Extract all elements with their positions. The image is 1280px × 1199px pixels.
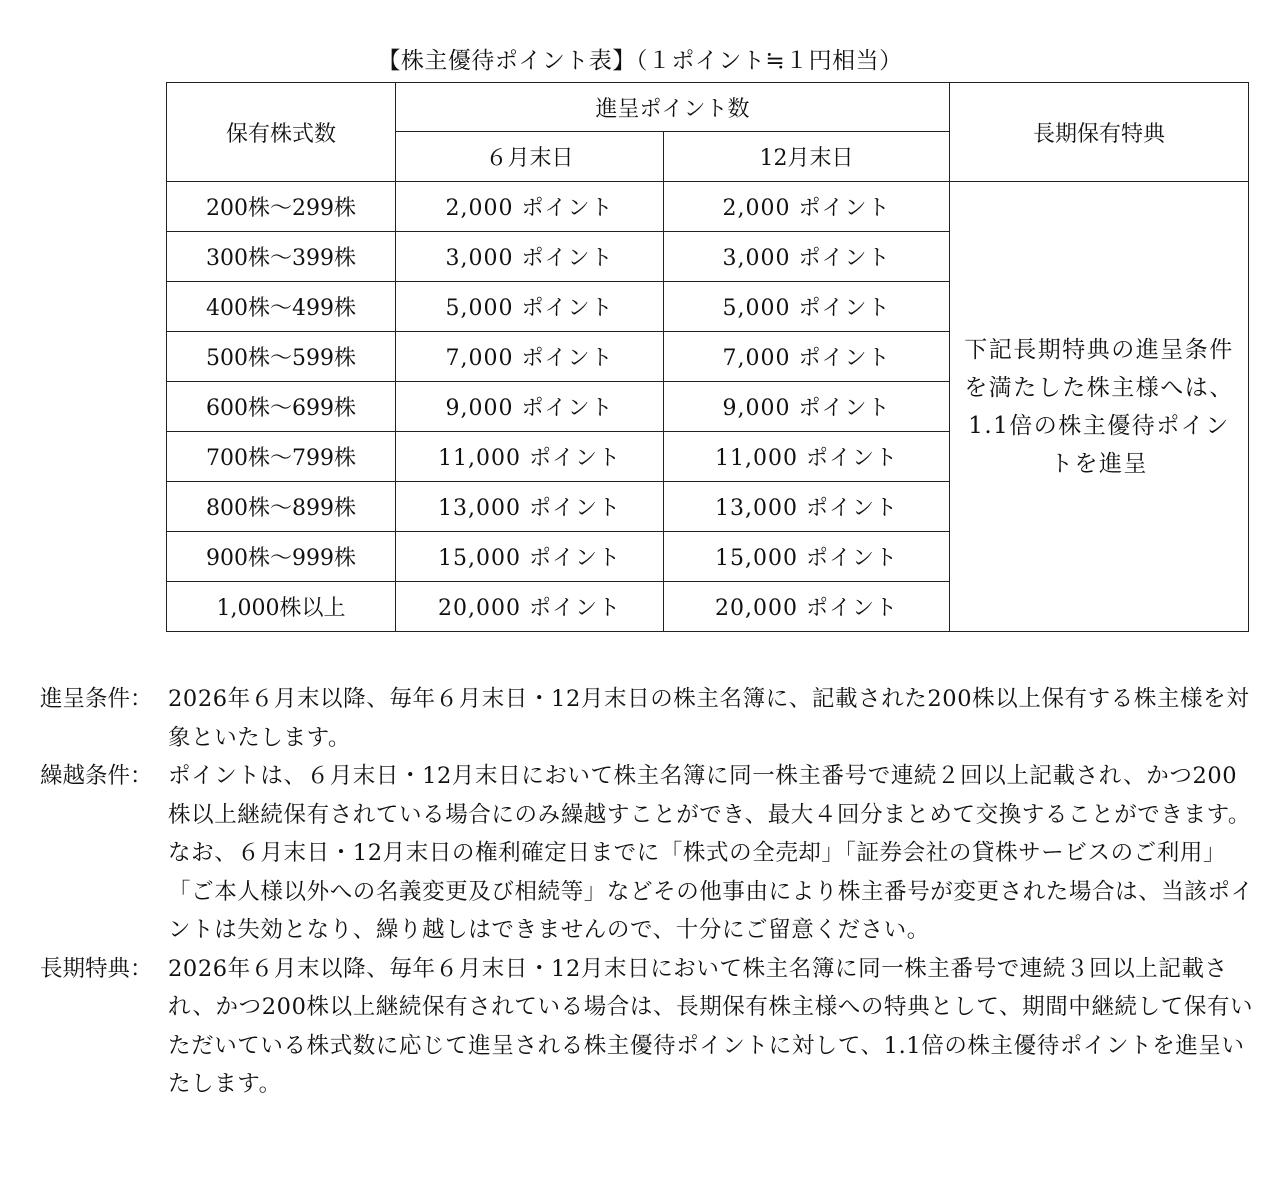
cell-june-points: 15,000 ポイント xyxy=(396,532,664,582)
note-carryover-condition xyxy=(40,757,1255,950)
cell-shares: 600株～699株 xyxy=(167,382,396,432)
header-dec: 12月末日 xyxy=(664,132,950,182)
note-paragraph: ポイントは、６月末日・12月末日において株主名簿に同一株主番号で連続２回以上記載され、かつ200株以上継続保有されている場合にのみ繰越すことができ、最大４回分まとめて交換することができます。 xyxy=(168,763,1252,828)
cell-dec-points: 3,000 ポイント xyxy=(664,232,950,282)
header-june: ６月末日 xyxy=(396,132,664,182)
cell-shares: 1,000株以上 xyxy=(167,582,396,632)
header-shares: 保有株式数 xyxy=(167,83,396,182)
header-points: 進呈ポイント数 xyxy=(396,83,950,132)
note-body xyxy=(168,680,1255,757)
cell-june-points: 2,000 ポイント xyxy=(396,182,664,232)
note-body xyxy=(168,950,1255,1104)
cell-shares: 200株～299株 xyxy=(167,182,396,232)
note-paragraph: 2026年６月末以降、毎年６月末日・12月末日において株主名簿に同一株主番号で連続３回以上記載され、かつ200株以上継続保有されている場合は、長期保有株主様への特典として、期間中継続して保有いただいている株式数に応じて進呈される株主優待ポイントに対して、1.1倍の株主優待ポイントを進呈いたします。 xyxy=(168,955,1254,1097)
cell-dec-points: 13,000 ポイント xyxy=(664,482,950,532)
note-label: 繰越条件： xyxy=(40,763,153,789)
page-title: 【株主優待ポイント表】（１ポイント≒１円相当） xyxy=(377,48,903,74)
cell-june-points: 5,000 ポイント xyxy=(396,282,664,332)
table-header-row xyxy=(167,83,1249,132)
note-label: 長期特典： xyxy=(40,955,153,982)
notes-section xyxy=(40,680,1255,1104)
cell-longterm-benefit: 下記長期特典の進呈条件を満たした株主様へは、1.1倍の株主優待ポイントを進呈 xyxy=(950,182,1249,632)
cell-shares: 700株～799株 xyxy=(167,432,396,482)
cell-june-points: 7,000 ポイント xyxy=(396,332,664,382)
cell-shares: 900株～999株 xyxy=(167,532,396,582)
cell-june-points: 9,000 ポイント xyxy=(396,382,664,432)
cell-june-points: 20,000 ポイント xyxy=(396,582,664,632)
cell-dec-points: 5,000 ポイント xyxy=(664,282,950,332)
cell-shares: 300株～399株 xyxy=(167,232,396,282)
cell-shares: 500株～599株 xyxy=(167,332,396,382)
header-longterm: 長期保有特典 xyxy=(950,83,1249,182)
cell-dec-points: 15,000 ポイント xyxy=(664,532,950,582)
points-table xyxy=(166,82,1249,632)
cell-dec-points: 9,000 ポイント xyxy=(664,382,950,432)
cell-dec-points: 11,000 ポイント xyxy=(664,432,950,482)
cell-june-points: 3,000 ポイント xyxy=(396,232,664,282)
cell-june-points: 11,000 ポイント xyxy=(396,432,664,482)
table-row xyxy=(167,182,1249,232)
note-label: 進呈条件： xyxy=(40,686,153,712)
cell-shares: 400株～499株 xyxy=(167,282,396,332)
cell-dec-points: 2,000 ポイント xyxy=(664,182,950,232)
note-paragraph: 2026年６月末以降、毎年６月末日・12月末日の株主名簿に、記載された200株以上保有する株主様を対象といたします。 xyxy=(168,686,1250,751)
note-body xyxy=(168,757,1255,950)
note-longterm-benefit xyxy=(40,950,1255,1104)
cell-dec-points: 7,000 ポイント xyxy=(664,332,950,382)
cell-shares: 800株～899株 xyxy=(167,482,396,532)
note-paragraph: なお、６月末日・12月末日の権利確定日までに「株式の全売却」「証券会社の貸株サービスのご利用」「ご本人様以外への名義変更及び相続等」などその他事由により株主番号が変更された場合は、当該ポイントは失効となり、繰り越しはできませんので、十分にご留意ください。 xyxy=(168,840,1254,943)
note-presentation-condition xyxy=(40,680,1255,757)
cell-dec-points: 20,000 ポイント xyxy=(664,582,950,632)
cell-june-points: 13,000 ポイント xyxy=(396,482,664,532)
